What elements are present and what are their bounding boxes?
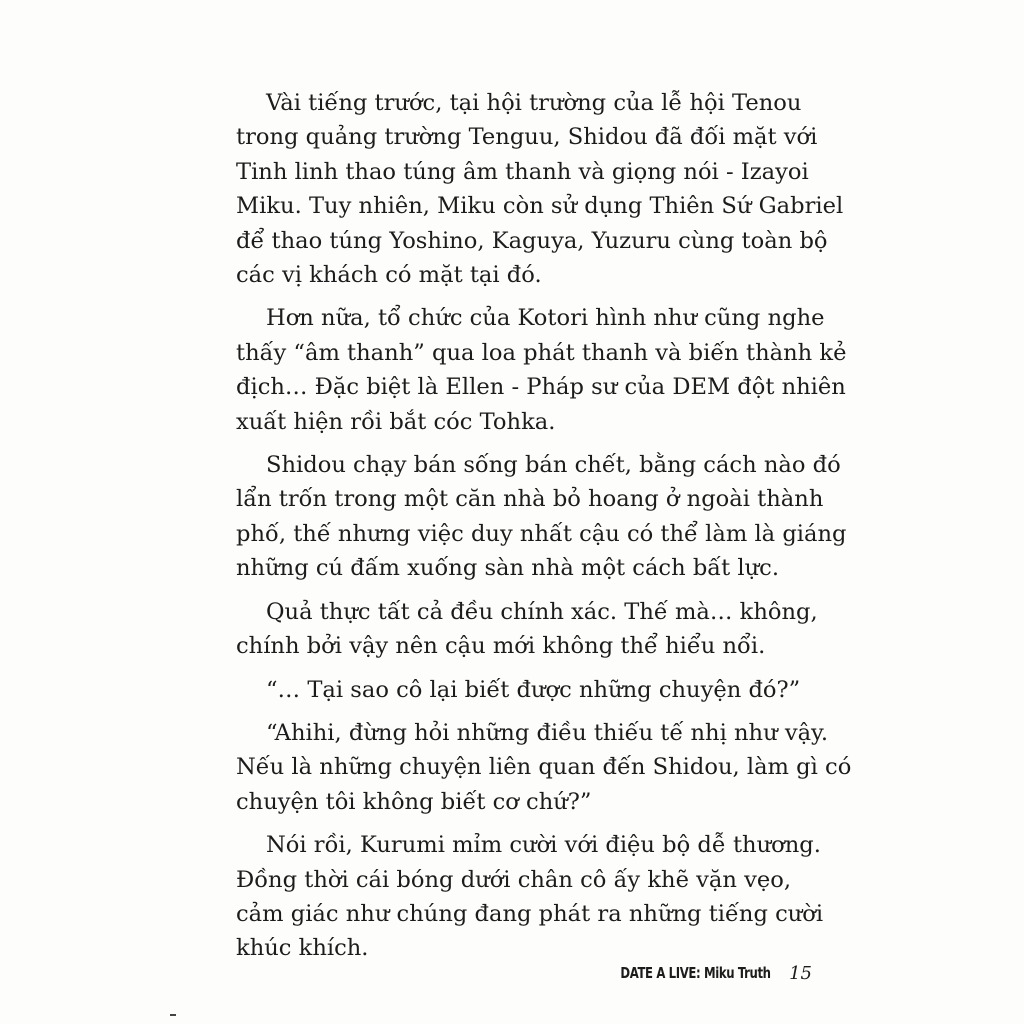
- page-footer: [600, 958, 812, 988]
- text-line: Shidou chạy bán sống bán chết, bằng cách nào đó: [266, 452, 841, 479]
- paragraph-6: [236, 716, 852, 819]
- text-line: Vài tiếng trước, tại hội trường của lễ hội Tenou: [266, 90, 802, 116]
- page-number: 15: [789, 962, 812, 984]
- text-line: chuyện tôi không biết cơ chứ?”: [236, 788, 592, 815]
- text-line: chính bởi vậy nên cậu mới không thể hiểu nổi.: [236, 633, 766, 660]
- paragraph-3: [236, 448, 847, 586]
- running-title: DATE A LIVE: Miku Truth: [620, 964, 772, 982]
- text-line: để thao túng Yoshino, Kaguya, Yuzuru cùng toàn bộ: [236, 227, 828, 254]
- text-line: khúc khích.: [236, 935, 369, 962]
- text-line: trong quảng trường Tenguu, Shidou đã đối mặt với: [236, 124, 818, 151]
- text-line: thấy “âm thanh” qua loa phát thanh và biến thành kẻ: [236, 339, 847, 366]
- text-line: lẩn trốn trong một căn nhà bỏ hoang ở ngoài thành: [236, 486, 824, 513]
- text-line: địch… Đặc biệt là Ellen - Pháp sư của DEM đột nhiên: [236, 374, 846, 401]
- scan-mark: [170, 1014, 176, 1016]
- text-line: Nói rồi, Kurumi mỉm cười với điệu bộ dễ thương.: [266, 832, 821, 859]
- paragraph-4: [236, 595, 818, 664]
- text-line: xuất hiện rồi bắt cóc Tohka.: [236, 408, 556, 435]
- paragraph-1: [236, 86, 844, 292]
- text-line: “… Tại sao cô lại biết được những chuyện đó?”: [266, 676, 801, 703]
- text-line: Đồng thời cái bóng dưới chân cô ấy khẽ vặn vẹo,: [236, 866, 792, 893]
- paragraph-5: [236, 673, 801, 707]
- text-line: Nếu là những chuyện liên quan đến Shidou, làm gì có: [236, 754, 852, 781]
- text-line: các vị khách có mặt tại đó.: [236, 262, 542, 289]
- text-line: phố, thế nhưng việc duy nhất cậu có thể làm là giáng: [236, 520, 847, 547]
- text-line: cảm giác như chúng đang phát ra những tiếng cười: [236, 900, 824, 927]
- paragraph-7: [236, 828, 824, 966]
- text-line: “Ahihi, đừng hỏi những điều thiếu tế nhị như vậy.: [266, 719, 828, 746]
- text-line: những cú đấm xuống sàn nhà một cách bất lực.: [236, 555, 780, 582]
- paragraph-2: [236, 301, 847, 439]
- text-line: Tinh linh thao túng âm thanh và giọng nói - Izayoi: [236, 158, 809, 185]
- text-line: Hơn nữa, tổ chức của Kotori hình như cũng nghe: [266, 305, 825, 332]
- text-line: Miku. Tuy nhiên, Miku còn sử dụng Thiên Sứ Gabriel: [236, 193, 844, 220]
- text-line: Quả thực tất cả đều chính xác. Thế mà… không,: [266, 598, 818, 625]
